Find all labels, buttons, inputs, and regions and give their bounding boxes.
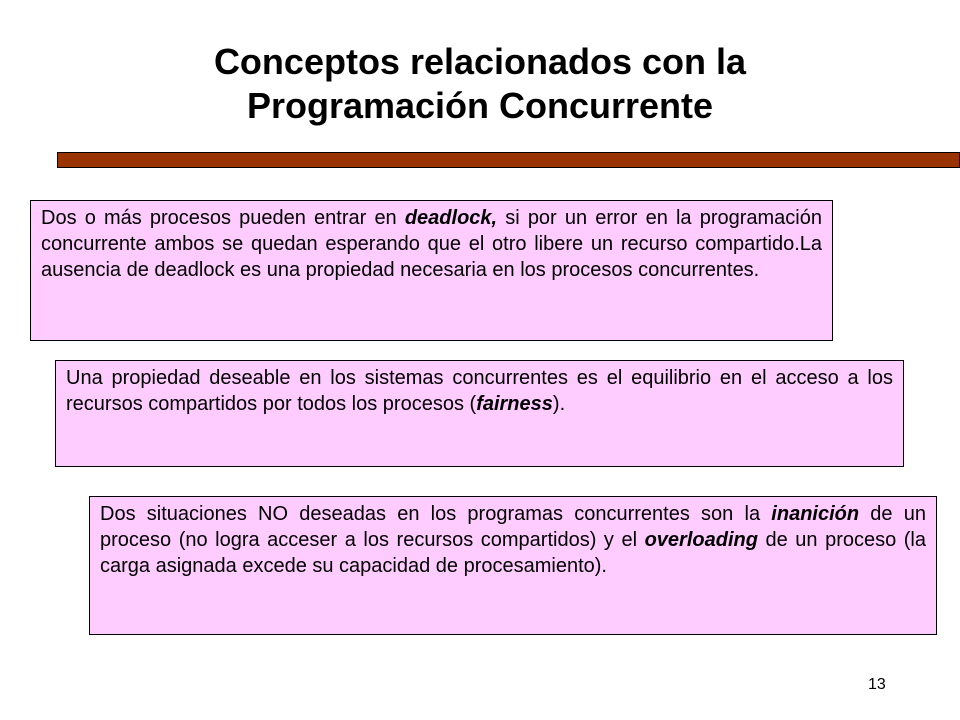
deadlock-text-start: Dos o más procesos pueden entrar en <box>41 207 405 229</box>
page-number: 13 <box>868 676 886 693</box>
title-line-2: Programación Concurrente <box>246 85 714 126</box>
title-accent-bar <box>57 152 960 168</box>
fairness-text-box <box>55 360 904 467</box>
starvation-overloading-text-box <box>89 496 937 635</box>
slide-title <box>60 40 900 128</box>
fairness-term: fairness <box>476 393 553 415</box>
inanicion-term: inanición <box>771 503 860 525</box>
situations-text-middle: de un proceso (no logra acceser a los recursos compartidos) y el <box>100 503 927 551</box>
fairness-text-end: ). <box>552 393 566 415</box>
deadlock-text-end: si por un error en la programación concurrente ambos se quedan esperando que el otro libere un recurso compartido.La ausencia de deadlock es una propiedad necesaria en los procesos concurrentes. <box>41 207 822 281</box>
situations-text-start: Dos situaciones NO deseadas en los programas concurrentes son la <box>100 503 772 525</box>
deadlock-term: deadlock, <box>404 207 498 229</box>
situations-text-end: de un proceso (la carga asignada excede su capacidad de procesamiento). <box>100 529 926 577</box>
title-line-1: Conceptos relacionados con la <box>213 41 747 82</box>
fairness-text-start: Una propiedad deseable en los sistemas concurrentes es el equilibrio en el acceso a los recursos compartidos por todos los procesos ( <box>66 367 893 415</box>
deadlock-text-box <box>30 200 833 341</box>
overloading-term: overloading <box>644 529 758 551</box>
